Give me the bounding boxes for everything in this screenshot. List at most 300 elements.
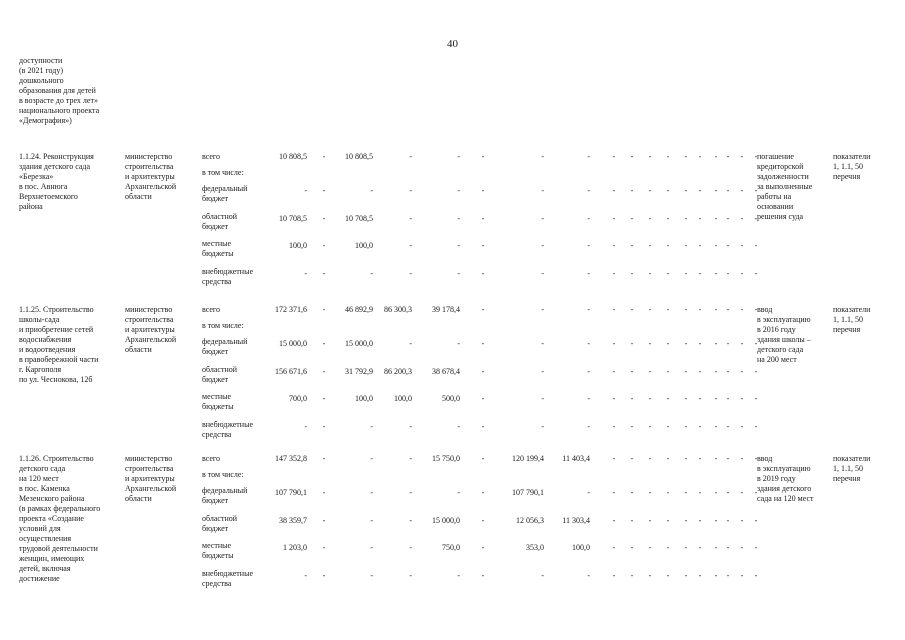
table-cell: -: [740, 516, 744, 525]
measure-name-line: осуществления: [19, 534, 72, 543]
table-cell: -: [587, 305, 590, 314]
table-cell: -: [684, 394, 688, 403]
table-cell: -: [630, 454, 634, 463]
table-cell: -: [726, 339, 730, 348]
table-cell: -: [370, 454, 373, 463]
table-cell: -: [684, 186, 688, 195]
executor-line: области: [125, 494, 152, 503]
funding-label-regional: бюджет: [202, 524, 229, 533]
table-cell: -: [587, 394, 590, 403]
table-cell: -: [541, 241, 544, 250]
table-cell: -: [409, 214, 412, 223]
measure-name-line: женщин, имеющих: [19, 554, 85, 563]
table-cell: -: [714, 305, 718, 314]
table-cell: -: [666, 214, 670, 223]
expected-result-line: погашение: [757, 152, 794, 161]
table-cell: -: [714, 152, 718, 161]
table-cell: -: [457, 241, 460, 250]
table-cell: -: [740, 394, 744, 403]
table-cell: -: [726, 543, 730, 552]
table-cell: -: [587, 422, 590, 431]
table-cell: 1 203,0: [283, 543, 307, 552]
table-cell: -: [409, 186, 412, 195]
table-cell: -: [612, 305, 616, 314]
table-cell: 100,0: [572, 543, 590, 552]
table-cell: -: [648, 339, 652, 348]
table-cell: -: [457, 186, 460, 195]
intro-fragment-line: национального проекта: [19, 106, 100, 115]
table-cell: -: [740, 241, 744, 250]
funding-label-regional: бюджет: [202, 222, 229, 231]
table-cell: -: [630, 152, 634, 161]
measure-name-line: детского сада: [19, 464, 66, 473]
funding-label-federal: бюджет: [202, 496, 229, 505]
table-cell: 500,0: [442, 394, 460, 403]
table-cell: -: [481, 516, 485, 525]
funding-label-federal: федеральный: [202, 184, 248, 193]
table-cell: -: [409, 422, 412, 431]
table-cell: -: [541, 214, 544, 223]
page-number: 40: [447, 38, 458, 50]
table-cell: -: [322, 269, 326, 278]
table-cell: -: [740, 422, 744, 431]
table-cell: -: [648, 422, 652, 431]
executor-line: строительства: [125, 162, 174, 171]
funding-label-including: в том числе:: [202, 321, 244, 330]
executor-line: строительства: [125, 464, 174, 473]
table-cell: -: [457, 339, 460, 348]
table-cell: -: [698, 269, 702, 278]
table-cell: -: [630, 516, 634, 525]
executor-line: министерство: [125, 152, 173, 161]
table-cell: -: [322, 339, 326, 348]
table-cell: -: [612, 339, 616, 348]
table-cell: -: [322, 214, 326, 223]
table-cell: -: [740, 305, 744, 314]
table-cell: -: [666, 394, 670, 403]
measure-name-line: водоснабжения: [19, 335, 72, 344]
intro-fragment-line: дошкольного: [19, 76, 64, 85]
table-cell: 750,0: [442, 543, 460, 552]
table-cell: -: [409, 454, 412, 463]
indicator-line: перечня: [833, 325, 861, 334]
table-cell: -: [457, 422, 460, 431]
table-cell: -: [322, 488, 326, 497]
table-cell: -: [409, 571, 412, 580]
measure-name-line: 1.1.26. Строительство: [19, 454, 94, 463]
table-cell: -: [726, 186, 730, 195]
table-cell: -: [648, 394, 652, 403]
table-cell: -: [370, 516, 373, 525]
table-cell: -: [481, 571, 485, 580]
table-cell: -: [630, 394, 634, 403]
indicator-line: показатели: [833, 305, 871, 314]
table-cell: -: [409, 516, 412, 525]
table-cell: -: [370, 488, 373, 497]
table-cell: -: [630, 186, 634, 195]
table-cell: -: [409, 241, 412, 250]
table-cell: -: [698, 339, 702, 348]
funding-label-federal: федеральный: [202, 337, 248, 346]
table-cell: -: [612, 214, 616, 223]
table-cell: -: [740, 269, 744, 278]
measure-name-line: г. Каргополя: [19, 365, 62, 374]
executor-line: Архангельской: [125, 335, 177, 344]
table-cell: -: [666, 488, 670, 497]
funding-label-total: всего: [202, 305, 221, 314]
table-cell: -: [698, 367, 702, 376]
table-cell: 38 359,7: [279, 516, 307, 525]
measure-name-line: на 120 мест: [19, 474, 59, 483]
table-cell: -: [726, 367, 730, 376]
table-cell: -: [648, 152, 652, 161]
measure-name-line: трудовой деятельности: [19, 544, 98, 553]
table-cell: -: [754, 488, 758, 497]
funding-label-local: местные: [202, 392, 232, 401]
table-cell: 353,0: [526, 543, 544, 552]
table-cell: -: [714, 394, 718, 403]
table-cell: -: [370, 269, 373, 278]
table-cell: -: [541, 367, 544, 376]
measure-name-line: достижение: [19, 574, 60, 583]
expected-result-line: ввод: [757, 305, 773, 314]
table-cell: -: [698, 214, 702, 223]
table-cell: -: [481, 269, 485, 278]
table-cell: -: [370, 186, 373, 195]
expected-result-line: за выполненные: [757, 182, 813, 191]
expected-result-line: кредиторской: [757, 162, 804, 171]
intro-fragment-line: доступности: [19, 56, 63, 65]
table-cell: 15 750,0: [432, 454, 460, 463]
table-cell: -: [698, 516, 702, 525]
table-cell: -: [322, 241, 326, 250]
intro-fragment-line: образования для детей: [19, 86, 96, 95]
table-cell: -: [630, 422, 634, 431]
measure-name-line: и приобретение сетей: [19, 325, 94, 334]
table-cell: -: [322, 305, 326, 314]
table-cell: 10 708,5: [279, 214, 307, 223]
measure-name-line: Мезенского района: [19, 494, 85, 503]
table-cell: -: [666, 186, 670, 195]
table-cell: -: [648, 454, 652, 463]
table-cell: 120 199,4: [512, 454, 544, 463]
table-cell: -: [684, 152, 688, 161]
table-cell: -: [754, 543, 758, 552]
table-cell: -: [481, 214, 485, 223]
table-cell: -: [481, 394, 485, 403]
table-cell: -: [541, 305, 544, 314]
table-cell: -: [698, 543, 702, 552]
table-cell: -: [612, 269, 616, 278]
table-cell: -: [541, 186, 544, 195]
table-cell: -: [698, 305, 702, 314]
indicator-line: перечня: [833, 172, 861, 181]
table-cell: -: [612, 394, 616, 403]
table-cell: -: [684, 367, 688, 376]
table-cell: -: [587, 488, 590, 497]
table-cell: -: [409, 543, 412, 552]
table-cell: -: [648, 516, 652, 525]
table-cell: -: [740, 488, 744, 497]
table-cell: -: [754, 269, 758, 278]
table-cell: -: [587, 339, 590, 348]
table-cell: -: [754, 241, 758, 250]
executor-line: области: [125, 192, 152, 201]
table-cell: -: [714, 422, 718, 431]
table-cell: -: [322, 186, 326, 195]
table-cell: 12 056,3: [516, 516, 544, 525]
table-cell: -: [698, 186, 702, 195]
table-cell: -: [648, 186, 652, 195]
table-cell: -: [684, 571, 688, 580]
table-cell: -: [587, 186, 590, 195]
table-cell: -: [322, 543, 326, 552]
table-cell: -: [322, 152, 326, 161]
table-cell: -: [630, 543, 634, 552]
table-cell: -: [754, 516, 758, 525]
measure-name-line: района: [19, 202, 43, 211]
table-cell: -: [541, 422, 544, 431]
table-cell: -: [666, 543, 670, 552]
table-cell: -: [698, 241, 702, 250]
table-cell: 100,0: [355, 241, 373, 250]
funding-label-regional: областной: [202, 514, 238, 523]
table-cell: -: [481, 186, 485, 195]
funding-label-regional: бюджет: [202, 375, 229, 384]
expected-result-line: решения суда: [757, 212, 804, 221]
funding-label-offbudget: средства: [202, 430, 232, 439]
table-cell: -: [698, 454, 702, 463]
table-cell: -: [754, 454, 758, 463]
table-cell: -: [612, 186, 616, 195]
table-cell: -: [612, 571, 616, 580]
table-cell: -: [304, 422, 307, 431]
table-cell: -: [587, 241, 590, 250]
table-cell: -: [666, 305, 670, 314]
table-cell: -: [714, 241, 718, 250]
intro-fragment-line: «Демография»): [19, 116, 72, 125]
expected-result-line: в 2016 году: [757, 325, 796, 334]
table-cell: -: [322, 516, 326, 525]
table-cell: -: [409, 152, 412, 161]
table-cell: -: [726, 269, 730, 278]
table-cell: -: [304, 571, 307, 580]
funding-label-federal: федеральный: [202, 486, 248, 495]
funding-label-regional: областной: [202, 212, 238, 221]
table-cell: -: [630, 339, 634, 348]
expected-result-line: работы на: [757, 192, 792, 201]
executor-line: строительства: [125, 315, 174, 324]
table-cell: -: [714, 339, 718, 348]
table-cell: -: [740, 152, 744, 161]
table-cell: -: [714, 571, 718, 580]
executor-line: Архангельской: [125, 182, 177, 191]
table-cell: -: [612, 543, 616, 552]
funding-label-including: в том числе:: [202, 168, 244, 177]
expected-result-line: задолженности: [757, 172, 809, 181]
table-cell: -: [684, 269, 688, 278]
table-cell: -: [304, 269, 307, 278]
table-cell: -: [612, 152, 616, 161]
table-cell: -: [587, 571, 590, 580]
funding-label-local: бюджеты: [202, 249, 234, 258]
table-cell: 86 200,3: [384, 367, 412, 376]
table-cell: -: [630, 367, 634, 376]
table-cell: -: [666, 422, 670, 431]
table-cell: -: [322, 367, 326, 376]
measure-name-line: и водоотведения: [19, 345, 76, 354]
table-cell: -: [481, 488, 485, 497]
table-cell: -: [714, 367, 718, 376]
table-cell: -: [587, 269, 590, 278]
table-cell: -: [754, 339, 758, 348]
expected-result-line: здания школы –: [757, 335, 811, 344]
table-cell: -: [481, 152, 485, 161]
table-cell: -: [754, 422, 758, 431]
table-cell: -: [684, 422, 688, 431]
measure-name-line: детей, включая: [19, 564, 71, 573]
table-cell: -: [648, 269, 652, 278]
funding-label-offbudget: внебюджетные: [202, 420, 253, 429]
table-cell: -: [648, 367, 652, 376]
funding-label-local: бюджеты: [202, 551, 234, 560]
table-cell: 172 371,6: [275, 305, 307, 314]
table-cell: 100,0: [394, 394, 412, 403]
measure-name-line: «Березка»: [19, 172, 54, 181]
executor-line: и архитектуры: [125, 172, 175, 181]
table-cell: -: [714, 454, 718, 463]
measure-name-line: в пос. Авнюга: [19, 182, 68, 191]
table-cell: -: [587, 152, 590, 161]
table-cell: -: [754, 305, 758, 314]
measure-name-line: здания детского сада: [19, 162, 91, 171]
table-cell: -: [740, 214, 744, 223]
table-cell: -: [754, 186, 758, 195]
funding-label-total: всего: [202, 152, 221, 161]
table-cell: -: [726, 454, 730, 463]
table-cell: -: [684, 454, 688, 463]
table-cell: -: [740, 339, 744, 348]
table-cell: -: [630, 241, 634, 250]
table-cell: 100,0: [289, 241, 307, 250]
table-cell: -: [322, 422, 326, 431]
table-cell: 86 300,3: [384, 305, 412, 314]
indicator-line: показатели: [833, 454, 871, 463]
expected-result-line: на 200 мест: [757, 355, 797, 364]
table-cell: -: [541, 269, 544, 278]
table-cell: -: [457, 152, 460, 161]
table-cell: -: [726, 152, 730, 161]
table-cell: -: [648, 488, 652, 497]
table-cell: 15 000,0: [279, 339, 307, 348]
table-cell: -: [370, 571, 373, 580]
table-cell: -: [754, 214, 758, 223]
table-cell: -: [612, 367, 616, 376]
table-cell: 11 303,4: [562, 516, 590, 525]
table-cell: -: [612, 454, 616, 463]
intro-fragment-line: (в 2021 году): [19, 66, 64, 75]
table-cell: -: [684, 488, 688, 497]
table-cell: -: [714, 488, 718, 497]
table-cell: -: [587, 367, 590, 376]
measure-name-line: Верхнетоемского: [19, 192, 78, 201]
funding-label-local: местные: [202, 239, 232, 248]
table-cell: -: [666, 571, 670, 580]
table-cell: -: [726, 488, 730, 497]
table-cell: -: [754, 394, 758, 403]
table-cell: -: [754, 367, 758, 376]
table-cell: -: [481, 543, 485, 552]
table-cell: -: [666, 152, 670, 161]
measure-name-line: школы-сада: [19, 315, 60, 324]
table-cell: -: [740, 543, 744, 552]
table-cell: -: [726, 394, 730, 403]
indicator-line: 1, 1.1, 50: [833, 162, 863, 171]
table-cell: -: [666, 367, 670, 376]
executor-line: министерство: [125, 305, 173, 314]
expected-result-line: ввод: [757, 454, 773, 463]
table-cell: -: [698, 422, 702, 431]
table-cell: 10 808,5: [345, 152, 373, 161]
executor-line: области: [125, 345, 152, 354]
table-cell: 107 790,1: [275, 488, 307, 497]
executor-line: министерство: [125, 454, 173, 463]
table-cell: -: [666, 339, 670, 348]
table-cell: -: [541, 394, 544, 403]
table-cell: -: [648, 571, 652, 580]
table-cell: -: [726, 241, 730, 250]
table-cell: -: [666, 241, 670, 250]
table-cell: 10 708,5: [345, 214, 373, 223]
executor-line: и архитектуры: [125, 325, 175, 334]
table-cell: 156 671,6: [275, 367, 307, 376]
table-cell: 107 790,1: [512, 488, 544, 497]
funding-label-federal: бюджет: [202, 347, 229, 356]
table-cell: -: [409, 488, 412, 497]
table-cell: -: [714, 543, 718, 552]
table-cell: -: [322, 394, 326, 403]
measure-name-line: проекта «Создание: [19, 514, 84, 523]
table-cell: -: [740, 367, 744, 376]
expected-result-line: в 2019 году: [757, 474, 796, 483]
table-cell: -: [754, 571, 758, 580]
table-cell: -: [684, 214, 688, 223]
funding-label-offbudget: средства: [202, 579, 232, 588]
table-cell: -: [587, 214, 590, 223]
table-cell: -: [612, 516, 616, 525]
table-cell: -: [370, 543, 373, 552]
expected-result-line: в эксплуатацию: [757, 464, 811, 473]
table-cell: -: [714, 214, 718, 223]
table-cell: -: [740, 186, 744, 195]
indicator-line: перечня: [833, 474, 861, 483]
table-cell: -: [726, 516, 730, 525]
funding-label-including: в том числе:: [202, 470, 244, 479]
table-cell: -: [684, 543, 688, 552]
funding-label-federal: бюджет: [202, 194, 229, 203]
measure-name-line: условий для: [19, 524, 61, 533]
table-cell: 38 678,4: [432, 367, 460, 376]
indicator-line: показатели: [833, 152, 871, 161]
table-cell: -: [612, 488, 616, 497]
funding-label-local: местные: [202, 541, 232, 550]
table-cell: 15 000,0: [432, 516, 460, 525]
table-cell: -: [457, 269, 460, 278]
table-cell: -: [630, 269, 634, 278]
table-cell: 39 178,4: [432, 305, 460, 314]
table-cell: -: [409, 269, 412, 278]
table-cell: -: [698, 152, 702, 161]
